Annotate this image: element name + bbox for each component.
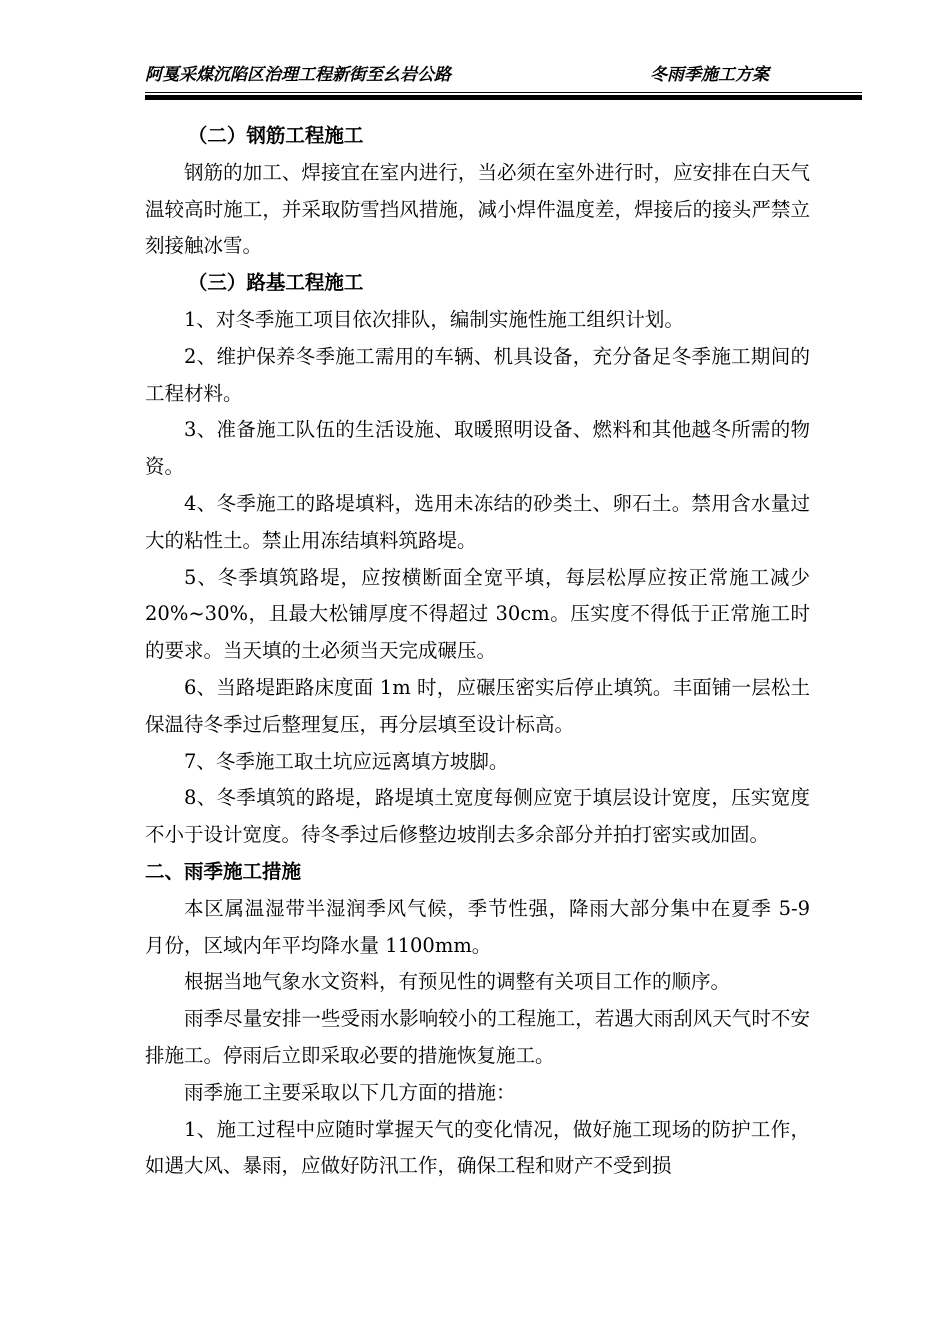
- paragraph-roadbed-2: 2、维护保养冬季施工需用的车辆、机具设备，充分备足冬季施工期间的工程材料。: [145, 344, 810, 405]
- paragraph-rain-measures-intro: 雨季施工主要采取以下几方面的措施：: [184, 1080, 516, 1104]
- paragraph-rain-measure-1: 1、施工过程中应随时掌握天气的变化情况，做好施工现场的防护工作，如遇大风、暴雨，应做好防汛工作，确保工程和财产不受到损: [145, 1117, 810, 1178]
- paragraph-rebar: 钢筋的加工、焊接宜在室内进行，当必须在室外进行时，应安排在白天气温较高时施工，并采取防雪挡风措施，减小焊件温度差，焊接后的接头严禁立刻接触冰雪。: [145, 160, 810, 258]
- heading-rebar-construction: （二）钢筋工程施工: [187, 124, 364, 147]
- document-body: [145, 118, 810, 1185]
- header-rule-thin: [145, 92, 862, 93]
- paragraph-roadbed-1: 1、对冬季施工项目依次排队，编制实施性施工组织计划。: [184, 307, 684, 331]
- paragraph-rain-schedule: 根据当地气象水文资料，有预见性的调整有关项目工作的顺序。: [184, 970, 731, 994]
- paragraph-roadbed-7: 7、冬季施工取土坑应远离填方坡脚。: [184, 749, 509, 773]
- paragraph-roadbed-8: 8、冬季填筑的路堤，路堤填土宽度每侧应宽于填层设计宽度，压实宽度不小于设计宽度。待冬季过后修整边坡削去多余部分并拍打密实或加固。: [145, 786, 810, 847]
- paragraph-roadbed-6: 6、当路堤距路床度面 1m 时，应碾压密实后停止填筑。丰面铺一层松土保温待冬季过后整理复压，再分层填至设计标高。: [145, 675, 810, 736]
- header-project-title: 阿戛采煤沉陷区治理工程新街至幺岩公路: [145, 65, 451, 85]
- paragraph-roadbed-5: 5、冬季填筑路堤，应按横断面全宽平填，每层松厚应按正常施工减少 20%~30%，且最大松铺厚度不得超过 30cm。压实度不得低于正常施工时的要求。当天填的土必须当天完成碾压。: [145, 565, 810, 663]
- paragraph-rain-arrangement: 雨季尽量安排一些受雨水影响较小的工程施工，若遇大雨刮风天气时不安排施工。停雨后立即采取必要的措施恢复施工。: [145, 1007, 810, 1067]
- paragraph-roadbed-4: 4、冬季施工的路堤填料，选用未冻结的砂类土、卵石土。禁用含水量过大的粘性土。禁止用冻结填料筑路堤。: [145, 491, 810, 552]
- heading-rainy-season: 二、雨季施工措施: [145, 859, 302, 883]
- paragraph-rain-climate: 本区属温湿带半湿润季风气候，季节性强，降雨大部分集中在夏季 5-9 月份，区域内年平均降水量 1100mm。: [145, 896, 810, 957]
- page-header: [145, 62, 860, 88]
- heading-roadbed-construction: （三）路基工程施工: [187, 271, 364, 295]
- header-section-title: 冬雨季施工方案: [650, 65, 769, 85]
- paragraph-roadbed-3: 3、准备施工队伍的生活设施、取暖照明设备、燃料和其他越冬所需的物资。: [145, 418, 810, 479]
- header-rule-thick: [145, 95, 862, 100]
